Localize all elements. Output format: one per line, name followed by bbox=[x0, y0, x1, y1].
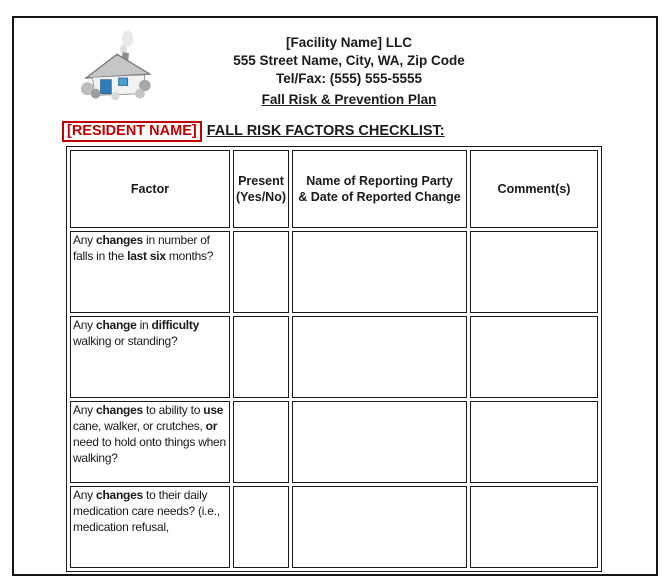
present-cell[interactable] bbox=[233, 486, 289, 568]
checklist-heading bbox=[62, 121, 445, 142]
resident-name-placeholder: [RESIDENT NAME] bbox=[62, 121, 202, 142]
present-cell[interactable] bbox=[233, 401, 289, 483]
facility-name: [Facility Name] LLC bbox=[285, 35, 413, 50]
reporting-party-cell[interactable] bbox=[292, 401, 467, 483]
factor-cell: Any changes in number of falls in the last six months? bbox=[70, 231, 230, 313]
header-row bbox=[70, 150, 598, 228]
table-row-medication-needs bbox=[70, 486, 598, 568]
plan-title: Fall Risk & Prevention Plan bbox=[261, 92, 437, 107]
comments-cell[interactable] bbox=[470, 316, 598, 398]
col-header-factor: Factor bbox=[70, 150, 230, 228]
facility-telfax: Tel/Fax: (555) 555-5555 bbox=[275, 71, 423, 86]
table-row-mobility-aids bbox=[70, 401, 598, 483]
reporting-party-cell[interactable] bbox=[292, 231, 467, 313]
factor-cell: Any changes to ability to use cane, walker, or crutches, or need to hold onto things when walking? bbox=[70, 401, 230, 483]
present-cell[interactable] bbox=[233, 316, 289, 398]
reporting-party-cell[interactable] bbox=[292, 316, 467, 398]
comments-cell[interactable] bbox=[470, 486, 598, 568]
present-cell[interactable] bbox=[233, 231, 289, 313]
col-header-present: Present (Yes/No) bbox=[233, 150, 289, 228]
factor-cell: Any changes to their daily medication care needs? (i.e., medication refusal, bbox=[70, 486, 230, 568]
table-row-walking-difficulty bbox=[70, 316, 598, 398]
reporting-party-cell[interactable] bbox=[292, 486, 467, 568]
checklist-title: FALL RISK FACTORS CHECKLIST: bbox=[206, 123, 445, 139]
fall-risk-factors-table bbox=[66, 146, 602, 572]
table-row-falls-history bbox=[70, 231, 598, 313]
comments-cell[interactable] bbox=[470, 231, 598, 313]
col-header-comments: Comment(s) bbox=[470, 150, 598, 228]
factor-cell: Any change in difficulty walking or standing? bbox=[70, 316, 230, 398]
col-header-reporting-party: Name of Reporting Party & Date of Reported Change bbox=[292, 150, 467, 228]
facility-address: 555 Street Name, City, WA, Zip Code bbox=[233, 53, 465, 68]
document-page-frame bbox=[12, 16, 658, 576]
facility-header bbox=[14, 34, 656, 109]
comments-cell[interactable] bbox=[470, 401, 598, 483]
